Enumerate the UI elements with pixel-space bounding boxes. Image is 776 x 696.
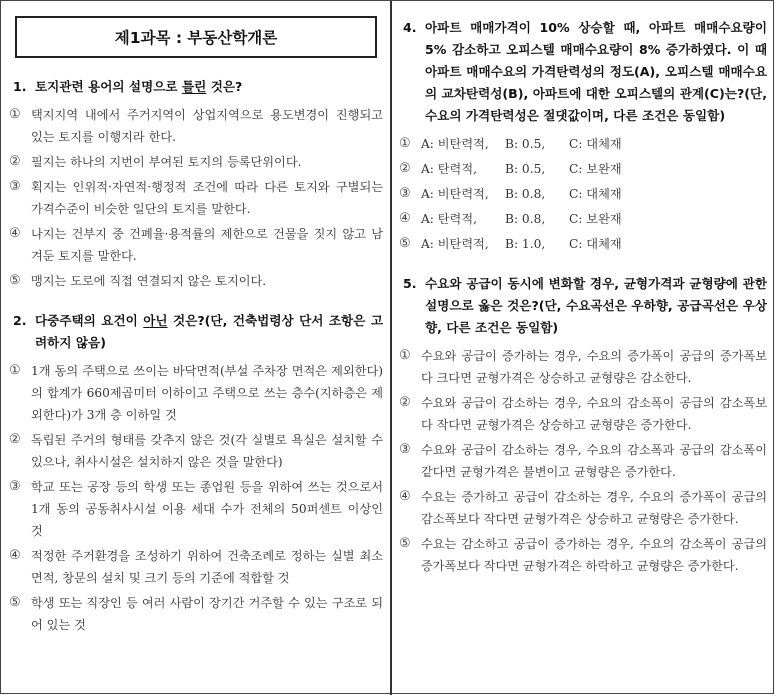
option-mark: ⑤	[9, 595, 21, 610]
option-mark: ③	[399, 442, 411, 457]
option-a: A: 비탄력적,	[421, 137, 489, 151]
option-b: B: 0.5,	[505, 137, 546, 151]
option-a: A: 비탄력적,	[421, 237, 489, 251]
option-mark: ④	[399, 489, 411, 504]
option-c: C: 보완재	[569, 162, 622, 176]
answer-options	[399, 345, 767, 577]
answer-option[interactable]	[399, 133, 767, 155]
option-text: 필지는 하나의 지번이 부여된 토지의 등록단위이다.	[31, 155, 302, 169]
option-a: A: 비탄력적,	[421, 187, 489, 201]
option-mark: ②	[399, 395, 411, 410]
answer-option[interactable]	[399, 533, 767, 577]
option-a: A: 탄력적,	[421, 162, 477, 176]
answer-option[interactable]	[399, 183, 767, 205]
option-text: 적정한 주거환경을 조성하기 위하여 건축조례로 정하는 실별 최소 면적, 창문의 설치 및 크기 등의 기준에 적합할 것	[31, 549, 383, 585]
answer-option[interactable]	[9, 223, 383, 267]
option-mark: ②	[9, 432, 21, 447]
answer-option[interactable]	[399, 208, 767, 230]
question-text	[35, 310, 383, 354]
answer-options	[399, 133, 767, 255]
left-column	[9, 1, 383, 693]
stem-part: 것은?(단, 건축법령상 단서 조항은 고려하지 않음)	[35, 313, 383, 350]
right-column	[399, 1, 767, 693]
question-text: 수요와 공급이 동시에 변화할 경우, 균형가격과 균형량에 관한 설명으로 옳은 것은?(단, 수요곡선은 우하향, 공급곡선은 우상향, 다른 조건은 동일함)	[425, 276, 767, 335]
option-text: 독립된 주거의 형태를 갖추지 않은 것(각 실별로 욕실은 설치할 수 있으나, 취사시설은 설치하지 않은 것을 말한다)	[31, 433, 383, 469]
option-b: B: 0.8,	[505, 212, 546, 226]
option-text: 수요는 감소하고 공급이 증가하는 경우, 수요의 감소폭이 공급의 증가폭보다 작다면 균형가격은 하락하고 균형량은 증가한다.	[421, 537, 767, 573]
question-1	[9, 76, 383, 292]
question-text	[35, 76, 383, 98]
option-text: 수요와 공급이 감소하는 경우, 수요의 감소폭과 공급의 감소폭이 같다면 균형가격은 불변이고 균형량은 증가한다.	[421, 443, 767, 479]
answer-option[interactable]	[9, 270, 383, 292]
option-mark: ⑤	[9, 273, 21, 288]
question-stem	[9, 310, 383, 354]
question-text: 아파트 매매가격이 10% 상승할 때, 아파트 매매수요량이 5% 감소하고 오피스텔 매매수요량이 8% 증가하였다. 이 때 아파트 매매수요의 가격탄력성의 정도(A), 오피스텔 매매수요의 교차탄력성(B), 아파트에 대한 오피스텔의 관계(C)는?(단, 수요의 가격탄력성은 절댓값이며, 다른 조건은 동일함)	[425, 20, 767, 123]
underlined-keyword: 아닌	[143, 313, 168, 328]
option-mark: ①	[9, 107, 21, 122]
answer-option[interactable]	[399, 439, 767, 483]
option-c: C: 대체재	[569, 237, 622, 251]
option-text: 학생 또는 직장인 등 여러 사람이 장기간 거주할 수 있는 구조로 되어 있는 것	[31, 596, 383, 632]
answer-option[interactable]	[399, 158, 767, 180]
answer-option[interactable]	[399, 345, 767, 389]
answer-options	[9, 360, 383, 636]
option-b: B: 0.8,	[505, 187, 546, 201]
question-stem	[9, 76, 383, 98]
answer-option[interactable]	[9, 360, 383, 426]
answer-option[interactable]	[9, 104, 383, 148]
option-mark: ③	[9, 479, 21, 494]
option-mark: ②	[9, 154, 21, 169]
option-mark: ④	[9, 226, 21, 241]
subject-title: 제1과목 : 부동산학개론	[15, 16, 377, 58]
answer-option[interactable]	[399, 392, 767, 436]
column-divider	[390, 1, 392, 695]
option-mark: ①	[9, 363, 21, 378]
answer-options	[9, 104, 383, 292]
question-number: 5.	[403, 276, 417, 291]
question-4	[399, 17, 767, 255]
stem-part: 토지관련 용어의 설명으로	[35, 79, 182, 94]
answer-option[interactable]	[9, 151, 383, 173]
option-mark: ④	[399, 211, 411, 226]
option-text: 획지는 인위적·자연적·행정적 조건에 따라 다른 토지와 구별되는 가격수준이 비슷한 일단의 토지를 말한다.	[31, 180, 383, 216]
option-mark: ⑤	[399, 536, 411, 551]
answer-option[interactable]	[9, 592, 383, 636]
option-mark: ③	[399, 186, 411, 201]
answer-option[interactable]	[9, 476, 383, 542]
option-mark: ①	[399, 136, 411, 151]
option-text: 나지는 건부지 중 건폐율·용적률의 제한으로 건물을 짓지 않고 남겨둔 토지를 말한다.	[31, 227, 383, 263]
option-b: B: 0.5,	[505, 162, 546, 176]
option-c: C: 대체재	[569, 187, 622, 201]
option-b: B: 1.0,	[505, 237, 546, 251]
answer-option[interactable]	[9, 429, 383, 473]
option-c: C: 보완재	[569, 212, 622, 226]
option-mark: ①	[399, 348, 411, 363]
option-text: 수요는 증가하고 공급이 감소하는 경우, 수요의 증가폭이 공급의 감소폭보다 작다면 균형가격은 상승하고 균형량은 증가한다.	[421, 490, 767, 526]
answer-option[interactable]	[9, 176, 383, 220]
question-stem	[399, 17, 767, 127]
option-text: 1개 동의 주택으로 쓰이는 바닥면적(부설 주차장 면적은 제외한다)의 합계가 660제곱미터 이하이고 주택으로 쓰는 층수(지하층은 제외한다)가 3개 층 이하일 것	[31, 364, 383, 422]
stem-part: 것은?	[206, 79, 243, 94]
question-number: 2.	[13, 313, 27, 328]
option-text: 학교 또는 공장 등의 학생 또는 종업원 등을 위하여 쓰는 것으로서 1개 동의 공동취사시설 이용 세대 수가 전체의 50퍼센트 이상인 것	[31, 480, 383, 538]
option-mark: ③	[9, 179, 21, 194]
answer-option[interactable]	[399, 486, 767, 530]
question-5	[399, 273, 767, 577]
question-2	[9, 310, 383, 636]
option-mark: ④	[9, 548, 21, 563]
option-a: A: 탄력적,	[421, 212, 477, 226]
option-c: C: 대체재	[569, 137, 622, 151]
answer-option[interactable]	[399, 233, 767, 255]
underlined-keyword: 틀린	[181, 79, 207, 94]
answer-option[interactable]	[9, 545, 383, 589]
question-stem	[399, 273, 767, 339]
option-text: 수요와 공급이 증가하는 경우, 수요의 증가폭이 공급의 증가폭보다 크다면 균형가격은 상승하고 균형량은 감소한다.	[421, 349, 767, 385]
stem-part: 다중주택의 요건이	[35, 313, 144, 328]
option-text: 맹지는 도로에 직접 연결되지 않은 토지이다.	[31, 274, 267, 288]
option-mark: ②	[399, 161, 411, 176]
option-mark: ⑤	[399, 236, 411, 251]
option-text: 택지지역 내에서 주거지역이 상업지역으로 용도변경이 진행되고 있는 토지를 이행지라 한다.	[31, 108, 383, 144]
question-number: 4.	[403, 20, 417, 35]
question-number: 1.	[13, 79, 27, 94]
option-text: 수요와 공급이 감소하는 경우, 수요의 감소폭이 공급의 감소폭보다 작다면 균형가격은 상승하고 균형량은 증가한다.	[421, 396, 767, 432]
